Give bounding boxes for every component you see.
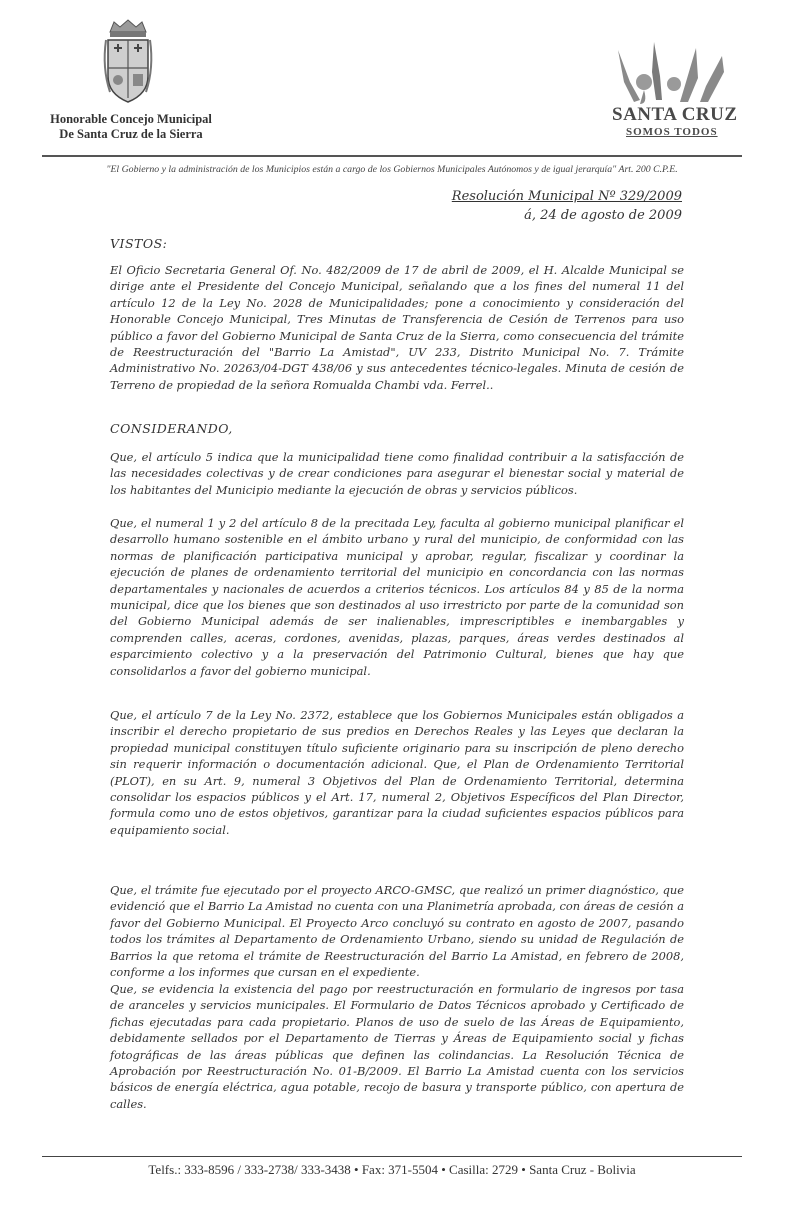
- considerando-heading: CONSIDERANDO,: [110, 421, 233, 436]
- vistos-paragraph: El Oficio Secretaria General Of. No. 482/2009 de 17 de abril de 2009, el H. Alcalde Municipal se dirige ante el Presidente del Concejo Municipal, señalando que a los fines del numeral 11 del artículo 12 de la Ley No. 2028 de Municipalidades; pone a conocimiento y consideración del Honorable Concejo Municipal, Tres Minutas de Transferencia de Cesión de Terrenos para uso público a favor del Gobierno Municipal de Santa Cruz de la Sierra, como consecuencia del trámite de Reestructuración del "Barrio La Amistad", UV 233, Distrito Municipal No. 7. Trámite Administrativo No. 20263/04-DGT 438/06 y sus antecedentes técnico-legales. Minuta de cesión de Terreno de propiedad de la señora Romualda Chambi vda. Ferrel..: [110, 263, 684, 392]
- resolution-title: Resolución Municipal Nº 329/2009: [451, 189, 682, 204]
- resolution-date: á, 24 de agosto de 2009: [524, 208, 682, 223]
- coat-of-arms-icon: [100, 18, 156, 110]
- org-line-2: De Santa Cruz de la Sierra: [59, 127, 203, 141]
- organization-name: [38, 112, 224, 142]
- considerando-paragraph-2: Que, el numeral 1 y 2 del artículo 8 de la precitada Ley, faculta al gobierno municipal planificar el desarrollo humano sostenible en el ámbito urbano y rural del municipio, de conformidad con las normas de planificación participativa municipal y aprobar, regular, fiscalizar y coordinar la ejecución de planes de ordenamiento territorial del municipio en concordancia con las normas departamentales y nacionales de acuerdos a criterios técnicos. Los artículos 84 y 85 de la norma municipal, dice que los bienes que son destinados al uso irrestricto por parte de la comunidad son del Gobierno Municipal además de ser inalienables, imprescriptibles e inembargables y comprenden calles, aceras, cordones, avenidas, plazas, parques, áreas verdes destinados al esparcimiento colectivo y a la preservación del Patrimonio Cultural, bienes que hay que consolidarlos a favor del gobierno municipal.: [110, 516, 684, 678]
- considerando-paragraph-5: Que, se evidencia la existencia del pago por reestructuración en formulario de ingresos por tasa de aranceles y servicios municipales. El Formulario de Datos Técnicos aprobado y Certificado de fichas ejecutadas para cada propietario. Planos de uso de suelo de las Áreas de Equipamiento, debidamente sellados por el Departamento de Tierras y Áreas de Equipamiento social y fichas fotográficas de las áreas públicas que definen las colindancias. La Resolución Técnica de Aprobación por Reestructuración No. 01-B/2009. El Barrio La Amistad cuenta con los servicios básicos de energía eléctrica, agua potable, recojo de basura y transporte público, con apertura de calles.: [110, 982, 684, 1111]
- vistos-heading: VISTOS:: [110, 236, 168, 251]
- considerando-paragraph-3: Que, el artículo 7 de la Ley No. 2372, establece que los Gobiernos Municipales están obligados a inscribir el derecho propietario de sus predios en Derechos Reales y las Leyes que declaran la propiedad municipal constituyen título suficiente originario para su inscripción de pleno derecho sin requerir información o documentación adicional. Que, el Plan de Ordenamiento Territorial (PLOT), en su Art. 9, numeral 3 Objetivos del Plan de Ordenamiento Territorial, determina consolidar los espacios públicos y el Art. 17, numeral 2, Objetivos Específicos del Plan Director, formula como uno de estos objetivos, garantizar para la ciudad suficientes espacios públicos para equipamiento social.: [110, 708, 684, 837]
- considerando-paragraph-4: Que, el trámite fue ejecutado por el proyecto ARCO-GMSC, que realizó un primer diagnóstico, que evidenció que el Barrio La Amistad no cuenta con una Planimetría aprobada, con áreas de cesión a favor del Gobierno Municipal. El Proyecto Arco concluyó su contrato en agosto de 2007, pasando todos los trámites al Departamento de Ordenamiento Urbano, siendo su unidad de Regulación de Barrios la que retoma el trámite de Reestructuración del Barrio La Amistad, en febrero de 2008, conforme a los informes que cursan en el expediente.: [110, 883, 684, 980]
- logo-title: SANTA CRUZ: [612, 104, 738, 125]
- org-line-1: Honorable Concejo Municipal: [50, 112, 212, 126]
- motto: "El Gobierno y la administración de los Municipios están a cargo de los Gobiernos Municipales Autónomos y de igual jerarquía" Art. 200 C.P.E.: [106, 164, 678, 175]
- header-divider: [42, 155, 742, 157]
- footer-contact: Telfs.: 333-8596 / 333-2738/ 333-3438 • Fax: 371-5504 • Casilla: 2729 • Santa Cruz - Bolivia: [148, 1162, 636, 1177]
- considerando-paragraph-1: Que, el artículo 5 indica que la municipalidad tiene como finalidad contribuir a la satisfacción de las necesidades colectivas y de crear condiciones para asegurar el bienestar social y material de los habitantes del Municipio mediante la ejecución de obras y servicios públicos.: [110, 450, 684, 497]
- footer-divider: [42, 1156, 742, 1157]
- logo-subtitle: SOMOS TODOS: [626, 126, 718, 138]
